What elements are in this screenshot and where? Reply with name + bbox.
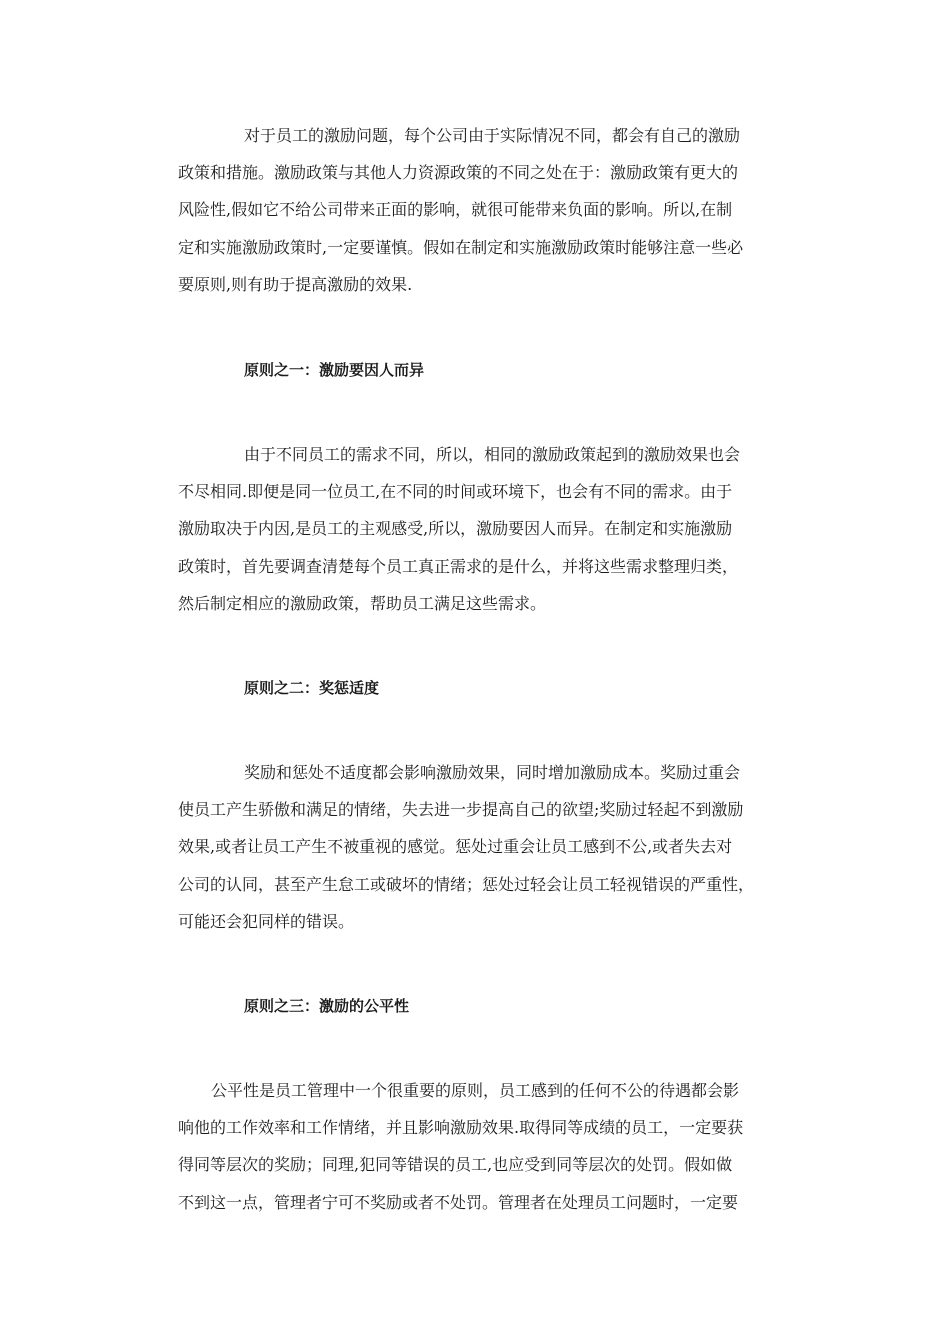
section-line: 不到这一点，管理者宁可不奖励或者不处罚。管理者在处理员工问题时，一定要 <box>178 1192 739 1212</box>
intro-line: 政策和措施。激励政策与其他人力资源政策的不同之处在于：激励政策有更大的 <box>178 163 739 183</box>
section-paragraph <box>178 1072 772 1221</box>
intro-line: 对于员工的激励问题，每个公司由于实际情况不同，都会有自己的激励 <box>244 126 741 145</box>
intro-line: 风险性,假如它不给公司带来正面的影响，就很可能带来负面的影响。所以,在制 <box>178 200 733 220</box>
intro-line: 定和实施激励政策时,一定要谨慎。假如在制定和实施激励政策时能够注意一些必 <box>178 237 744 257</box>
section-line: 公平性是员工管理中一个很重要的原则，员工感到的任何不公的待遇都会影 <box>211 1081 740 1100</box>
section-line: 由于不同员工的需求不同，所以，相同的激励政策起到的激励效果也会 <box>244 445 741 464</box>
section-line: 效果,或者让员工产生不被重视的感觉。惩处过重会让员工感到不公,或者失去对 <box>178 837 733 857</box>
section-heading: 原则之三：激励的公平性 <box>244 997 410 1015</box>
section-heading: 原则之二：奖惩适度 <box>244 679 380 697</box>
section-heading: 原则之一：激励要因人而异 <box>244 361 425 379</box>
section-line: 然后制定相应的激励政策，帮助员工满足这些需求。 <box>178 593 547 613</box>
section-paragraph <box>178 754 772 940</box>
section-line: 可能还会犯同样的错误。 <box>178 911 355 931</box>
section-line: 奖励和惩处不适度都会影响激励效果，同时增加激励成本。奖励过重会 <box>244 763 741 782</box>
intro-line: 要原则,则有助于提高激励的效果. <box>178 274 413 294</box>
section-line: 激励取决于内因,是员工的主观感受,所以，激励要因人而异。在制定和实施激励 <box>178 519 733 539</box>
section-line: 使员工产生骄傲和满足的情绪，失去进一步提高自己的欲望;奖励过轻起不到激励 <box>178 800 744 820</box>
section-line: 得同等层次的奖励；同理,犯同等错误的员工,也应受到同等层次的处罚。假如做 <box>178 1155 733 1175</box>
section-paragraph <box>178 436 772 622</box>
section-line: 公司的认同，甚至产生怠工或破坏的情绪；惩处过轻会让员工轻视错误的严重性， <box>178 874 755 894</box>
section-line: 政策时，首先要调查清楚每个员工真正需求的是什么，并将这些需求整理归类， <box>178 556 739 576</box>
intro-paragraph <box>178 117 772 303</box>
section-line: 响他的工作效率和工作情绪，并且影响激励效果.取得同等成绩的员工，一定要获 <box>178 1118 744 1138</box>
section-line: 不尽相同.即便是同一位员工,在不同的时间或环境下，也会有不同的需求。由于 <box>178 482 733 502</box>
